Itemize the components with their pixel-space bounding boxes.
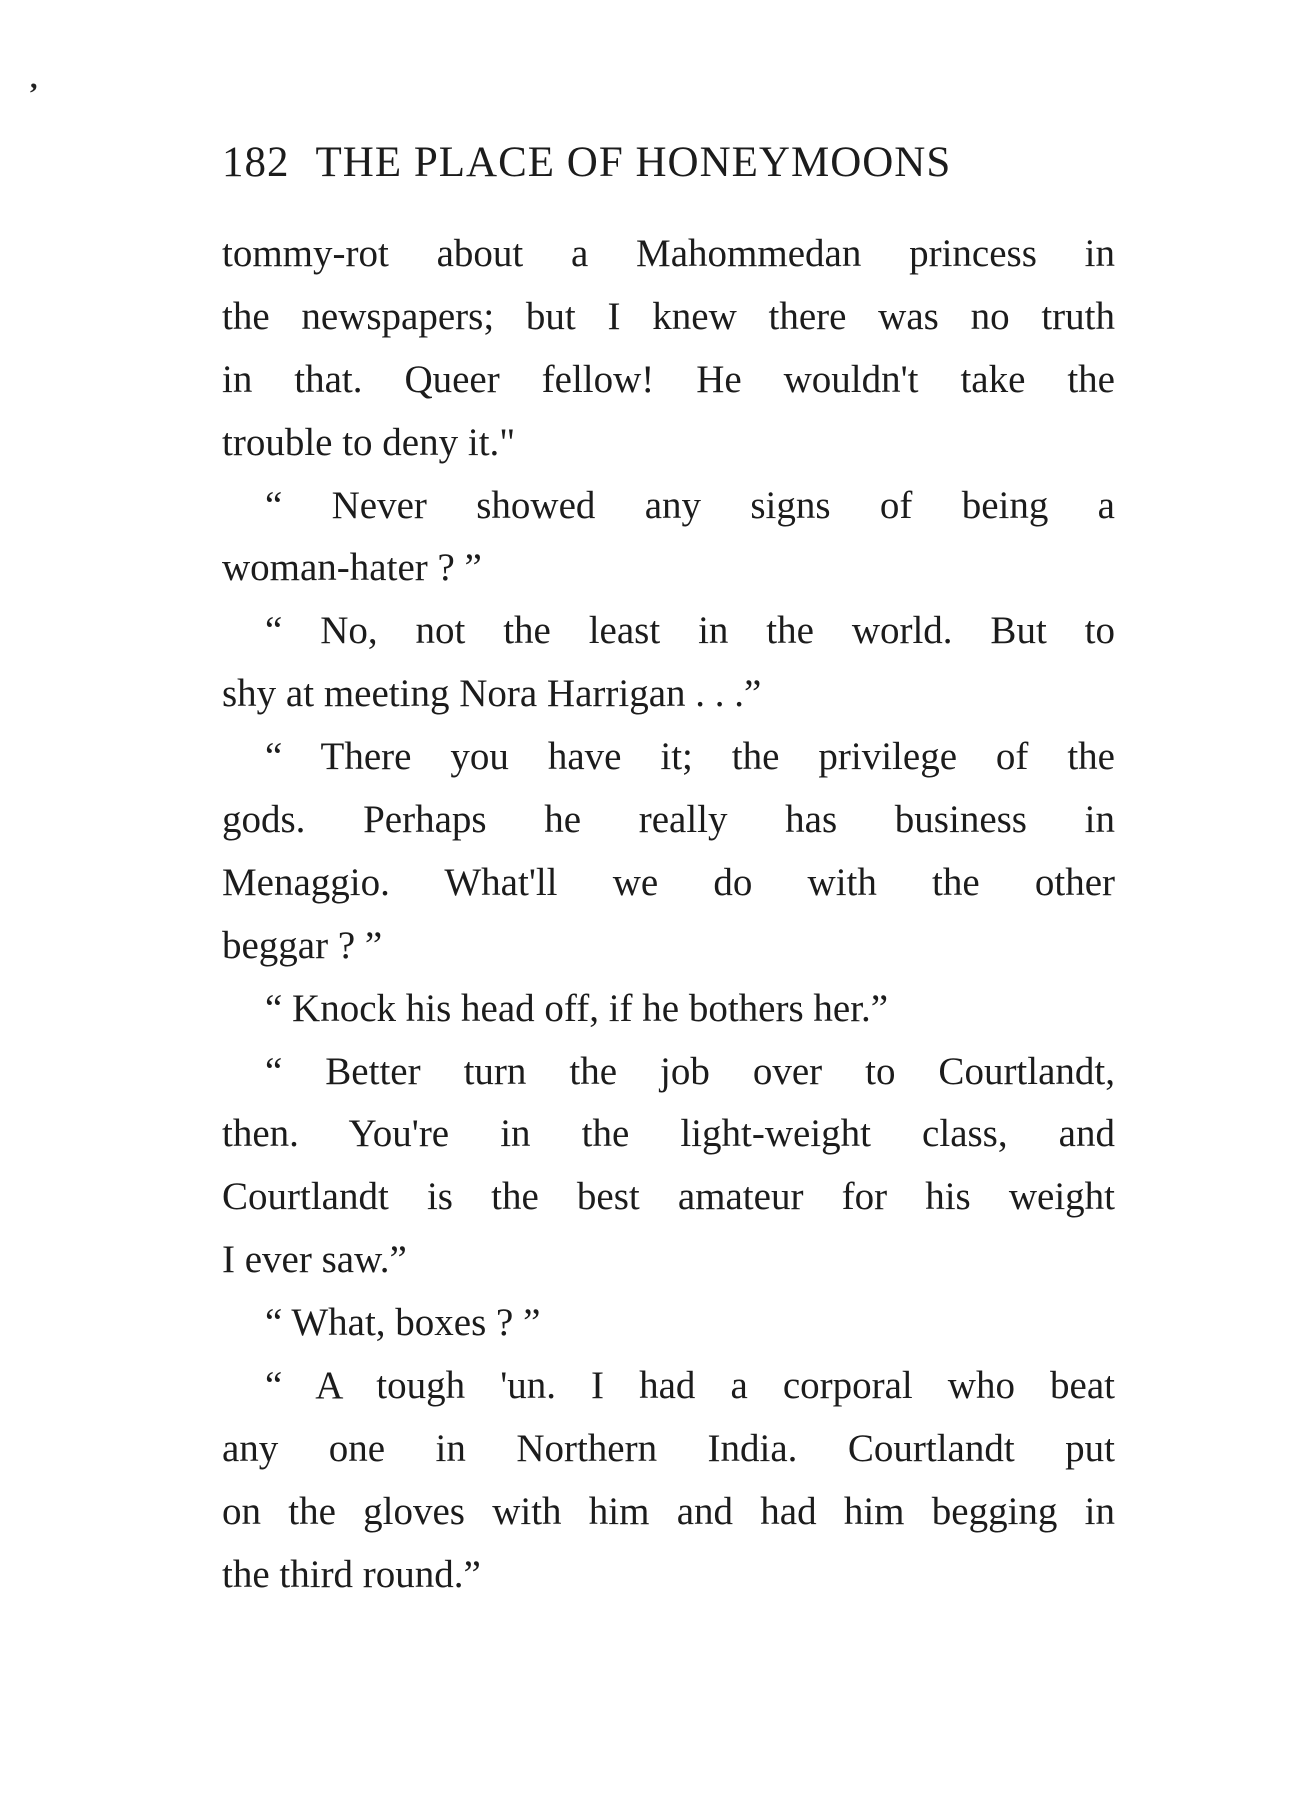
text-line: beggar ? ” bbox=[222, 923, 383, 967]
text-line: “ No, not the least in the world. But to bbox=[265, 609, 1115, 653]
text-line: “ Never showed any signs of being a bbox=[265, 483, 1115, 527]
text-line: woman-hater ? ” bbox=[222, 546, 482, 590]
text-line: “ What, boxes ? ” bbox=[265, 1301, 541, 1345]
running-header bbox=[222, 138, 1115, 198]
text-line: trouble to deny it." bbox=[222, 420, 516, 464]
margin-mark: , bbox=[30, 62, 38, 95]
text-line: “ There you have it; the privilege of the bbox=[265, 735, 1115, 779]
text-line: “ Better turn the job over to Courtlandt, bbox=[265, 1049, 1115, 1093]
text-line: gods. Perhaps he really has business in bbox=[222, 798, 1115, 842]
text-line: Courtlandt is the best amateur for his weight bbox=[222, 1175, 1115, 1219]
text-line: tommy-rot about a Mahommedan princess in bbox=[222, 232, 1115, 275]
text-line: on the gloves with him and had him begging in bbox=[222, 1489, 1115, 1533]
text-line: “ Knock his head off, if he bothers her.” bbox=[265, 986, 889, 1030]
text-line: in that. Queer fellow! He wouldn't take the bbox=[222, 357, 1115, 401]
text-line: then. You're in the light-weight class, and bbox=[222, 1112, 1115, 1156]
text-line: Menaggio. What'll we do with the other bbox=[222, 860, 1115, 904]
text-line: shy at meeting Nora Harrigan . . .” bbox=[222, 672, 762, 716]
text-line: the newspapers; but I knew there was no truth bbox=[222, 294, 1115, 338]
page-number: 182 bbox=[222, 139, 290, 186]
running-title: THE PLACE OF HONEYMOONS bbox=[315, 139, 952, 186]
text-line: I ever saw.” bbox=[222, 1238, 407, 1282]
text-line: the third round.” bbox=[222, 1552, 481, 1596]
body-text bbox=[222, 223, 1115, 1607]
text-line: any one in Northern India. Courtlandt put bbox=[222, 1426, 1115, 1470]
text-line: “ A tough 'un. I had a corporal who beat bbox=[265, 1364, 1115, 1408]
